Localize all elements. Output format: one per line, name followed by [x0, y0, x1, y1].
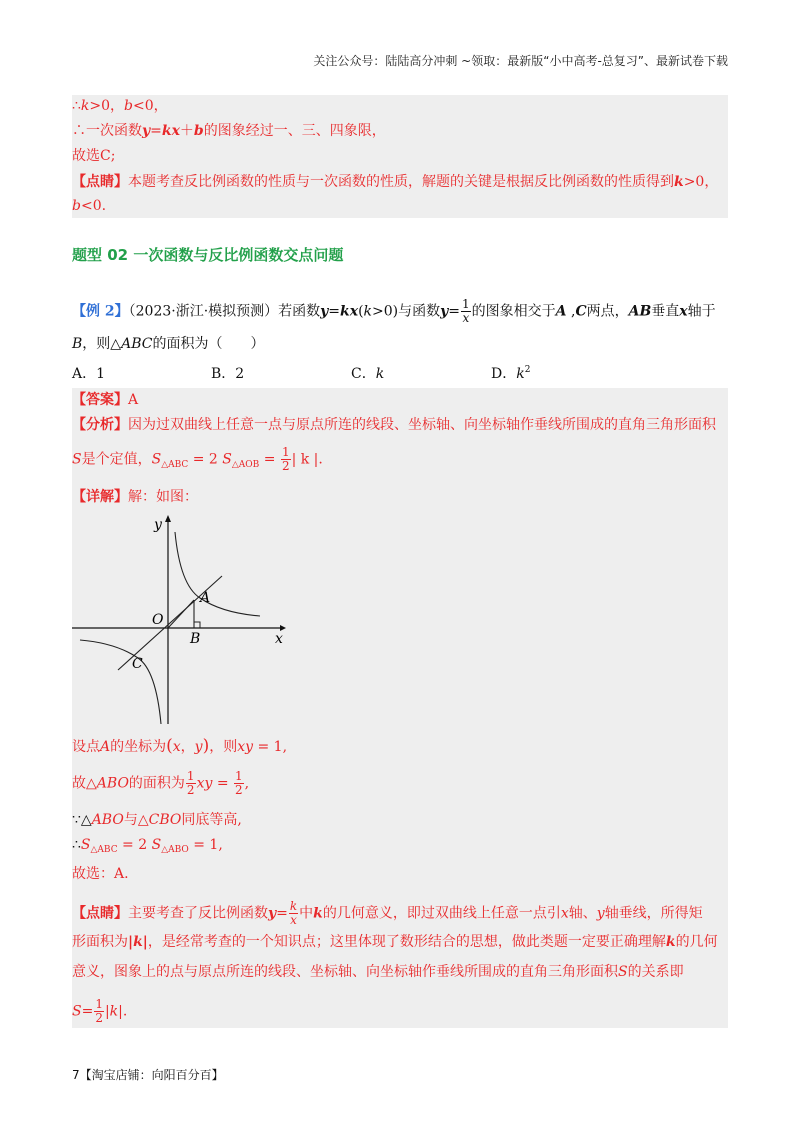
top-solution-box — [72, 95, 728, 218]
label-a: A — [200, 590, 211, 606]
note-line-3: 意义，图象上的点与原点所连的线段、坐标轴、向坐标轴作垂线所围成的直角三角形面积S的关系即 — [72, 964, 684, 980]
solution-line-2: 故△ABO的面积为 $\frac{1}{2}$ xy = $\frac{1}{2}$ , — [72, 769, 250, 797]
hyperbola-branch-2 — [80, 640, 161, 724]
segment-ob — [168, 600, 194, 628]
page-footer: 7【淘宝店铺：向阳百分百】 — [72, 1068, 224, 1082]
example-question-line-1: 【例 2】（2023·浙江·模拟预测）若函数y=kx(k>0)与函数y= $\frac{1}{x}$ 的图象相交于A ,C两点，AB垂直x轴于 — [72, 297, 716, 325]
analysis-line-1: 【分析】因为过双曲线上任意一点与原点所连的线段、坐标轴、向坐标轴作垂线所围成的直角三角形面积 — [72, 417, 716, 433]
analysis-line-2: S是个定值，$S_{\triangle ABC} = 2$ $S_{\triangle AOB}$ = $\frac{1}{2}$ | k |. — [72, 445, 323, 473]
label-c: C — [132, 656, 143, 672]
hyperbola-branch-1 — [175, 532, 260, 616]
solution-line-3: ∵△ABO与△CBO同底等高, — [72, 812, 242, 828]
hyperbola-line-graph — [72, 510, 292, 724]
example-question-line-2: B，则△ABC的面积为（ ） — [72, 336, 265, 352]
fraction-one-half-3: $\frac{1}{2}$ — [235, 769, 243, 797]
label-b: B — [190, 631, 201, 647]
label-y: y — [154, 517, 162, 533]
box-line-5: b<0. — [72, 198, 107, 214]
box-line-1: ∴k>0，b<0， — [72, 98, 168, 114]
section-title: 题型 02 一次函数与反比例函数交点问题 — [72, 246, 344, 264]
fraction-1-over-x: $\frac{1}{x}$ — [462, 297, 470, 325]
solution-line-4: $\therefore S_{\triangle ABC} = 2$ $S_{\triangle ABO} = 1$, — [72, 837, 223, 855]
note-line-1: 【点睛】主要考查了反比例函数y= $\frac{k}{x}$ 中k的几何意义，即过双曲线上任意一点引x轴、y轴垂线，所得矩 — [72, 899, 703, 927]
answer-line: 【答案】A — [72, 392, 139, 408]
box-line-3: 故选C; — [72, 148, 116, 164]
page-header: 关注公众号：陆陆高分冲刺 ~领取：最新版“小中高考-总复习”、最新试卷下载 — [313, 54, 728, 68]
y-axis-arrow — [165, 515, 171, 522]
option-b: B．2 — [211, 366, 245, 382]
detail-line: 【详解】解：如图： — [72, 489, 198, 505]
option-a: A．1 — [72, 366, 106, 382]
fraction-k-over-x: $\frac{k}{x}$ — [289, 899, 298, 927]
fraction-one-half: $\frac{1}{2}$ — [281, 445, 290, 473]
label-o: O — [152, 612, 164, 628]
box-line-4: 【点睛】本题考查反比例函数的性质与一次函数的性质，解题的关键是根据反比例函数的性质得到k>0， — [72, 174, 719, 190]
answer-box — [72, 388, 728, 1028]
option-d: D．$k^2$ — [491, 365, 531, 382]
fraction-one-half-2: $\frac{1}{2}$ — [186, 769, 195, 797]
fraction-one-half-4: $\frac{1}{2}$ — [95, 997, 103, 1025]
note-line-4: S= $\frac{1}{2}$ |k|. — [72, 997, 128, 1025]
option-c: C．k — [351, 366, 385, 382]
solution-line-5: 故选：A. — [72, 866, 129, 882]
solution-line-1: 设点A的坐标为(x，y)，则xy = 1, — [72, 736, 288, 756]
label-x: x — [275, 631, 283, 647]
note-line-2: 形面积为|k|，是经常考查的一个知识点；这里体现了数形结合的思想，做此类题一定要正确理解k的几何 — [72, 934, 718, 950]
right-angle-mark — [194, 622, 200, 628]
box-line-2: ∴一次函数y=kx＋b的图象经过一、三、四象限， — [72, 123, 386, 139]
